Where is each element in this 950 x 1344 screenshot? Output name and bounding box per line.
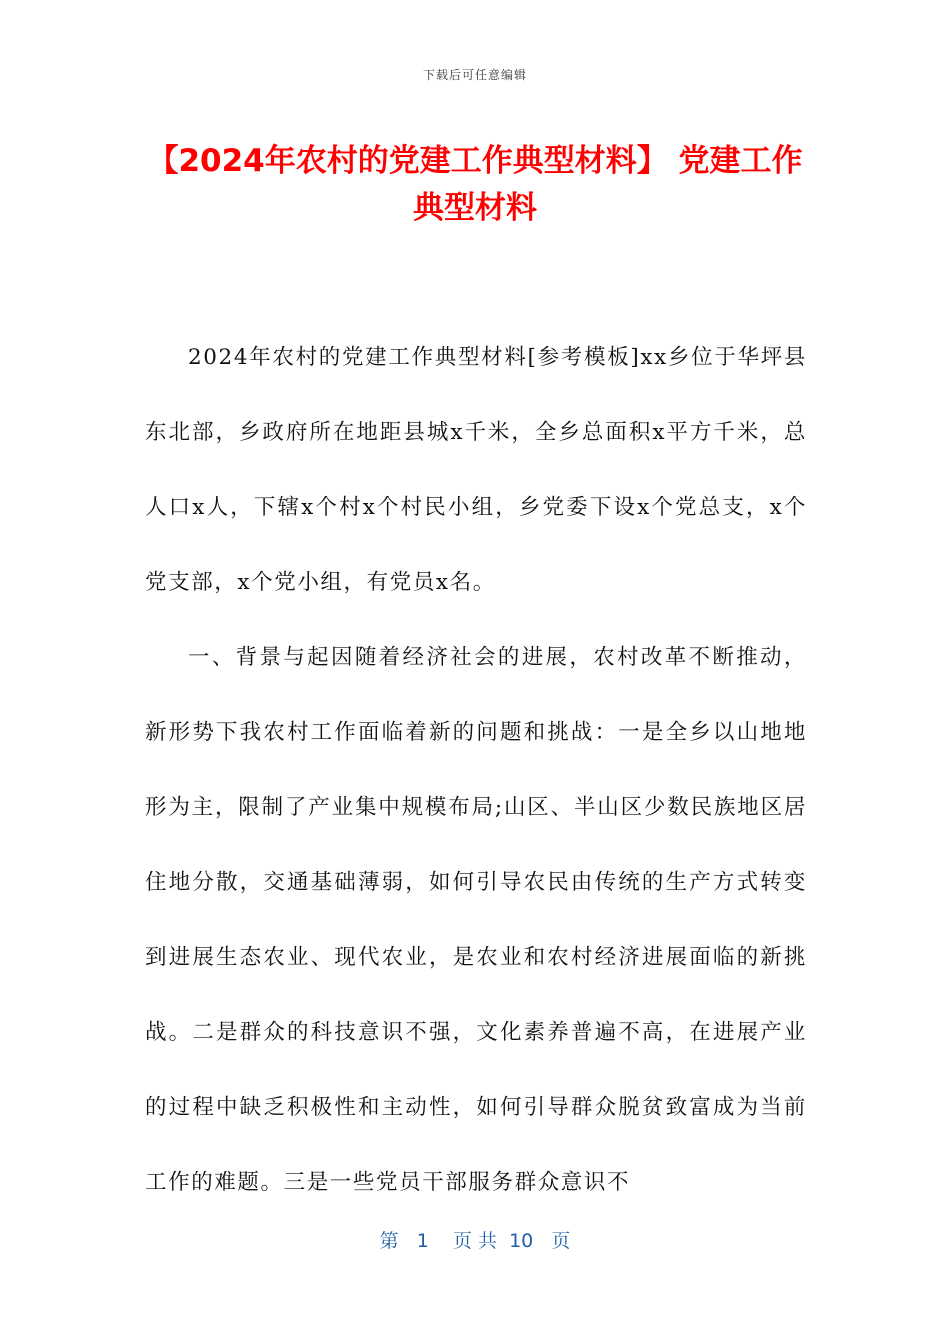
- page-number: 第 1 页 共 10 页: [379, 1230, 571, 1252]
- document-body: [145, 320, 807, 1220]
- header-note: 下载后可任意编辑: [422, 68, 527, 82]
- paragraph: 一、背景与起因随着经济社会的进展，农村改革不断推动，新形势下我农村工作面临着新的问题和挑战：一是全乡以山地地形为主，限制了产业集中规模布局;山区、半山区少数民族地区居住地分散，交通基础薄弱，如何引导农民由传统的生产方式转变到进展生态农业、现代农业，是农业和农村经济进展面临的新挑战。二是群众的科技意识不强，文化素养普遍不高，在进展产业的过程中缺乏积极性和主动性，如何引导群众脱贫致富成为当前工作的难题。三是一些党员干部服务群众意识不: [145, 645, 807, 1195]
- document-title: 【2024年农村的党建工作典型材料】 党建工作典型材料: [147, 143, 803, 226]
- paragraph: 2024年农村的党建工作典型材料[参考模板]xx乡位于华坪县东北部，乡政府所在地距县城x千米，全乡总面积x平方千米，总人口x人，下辖x个村x个村民小组，乡党委下设x个党总支，x个党支部，x个党小组，有党员x名。: [145, 345, 807, 595]
